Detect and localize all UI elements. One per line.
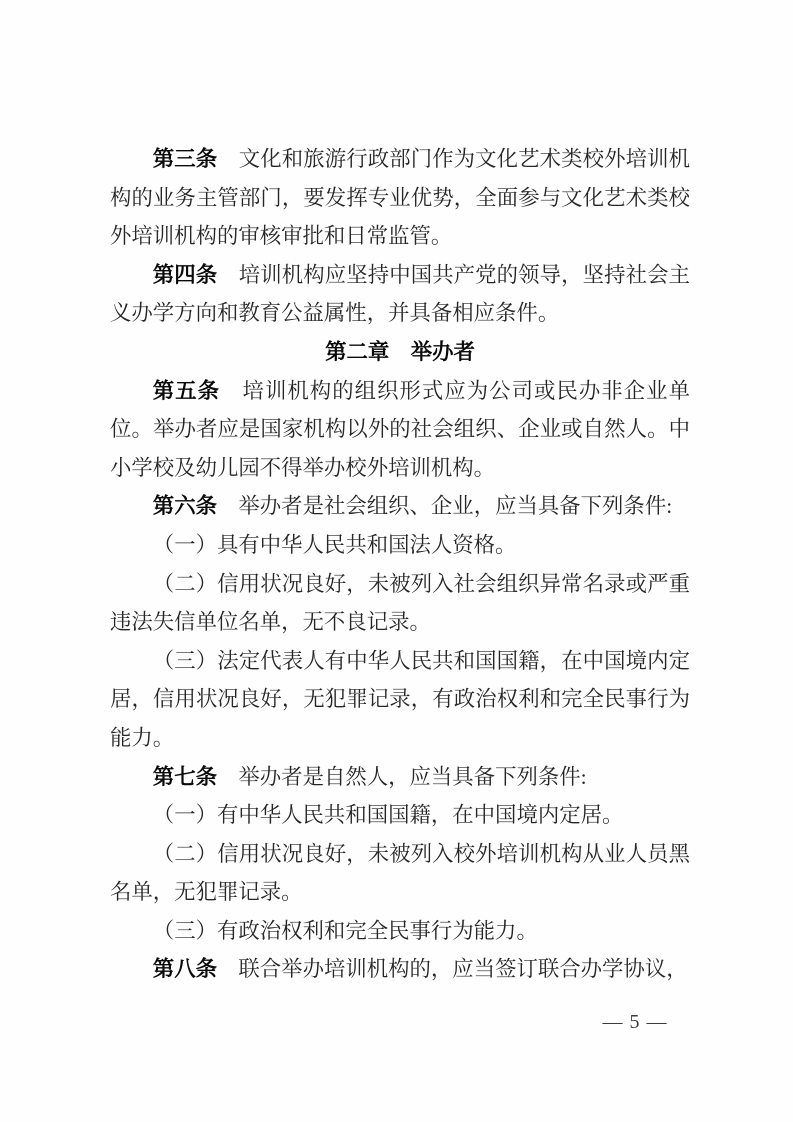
paragraph-text: （二）信用状况良好，未被列入社会组织异常名录或严重违法失信单位名单，无不良记录。 [110, 571, 690, 635]
article-number: 第七条 [152, 764, 217, 789]
article-paragraph [110, 950, 690, 989]
chapter-title: 举办者 [410, 339, 475, 364]
item-paragraph [110, 912, 690, 951]
paragraph-text: 举办者是自然人，应当具备下列条件: [238, 764, 587, 789]
paragraph-text: 举办者是社会组织、企业，应当具备下列条件: [238, 494, 673, 519]
article-paragraph [110, 758, 690, 797]
article-number: 第六条 [152, 494, 217, 519]
paragraph-text: （一）有中华人民共和国国籍，在中国境内定居。 [152, 803, 624, 828]
paragraph-text: 培训机构应坚持中国共产党的领导，坚持社会主义办学方向和教育公益属性，并具备相应条件。 [110, 262, 690, 326]
item-paragraph [110, 526, 690, 565]
article-paragraph [110, 256, 690, 333]
item-paragraph [110, 796, 690, 835]
article-paragraph [110, 372, 690, 488]
chapter-heading [110, 333, 690, 372]
paragraph-text: 文化和旅游行政部门作为文化艺术类校外培训机构的业务主管部门，要发挥专业优势，全面参与文化艺术类校外培训机构的审核审批和日常监管。 [110, 147, 690, 249]
page-number: — 5 — [602, 1011, 668, 1033]
paragraph-text: （三）有政治权利和完全民事行为能力。 [152, 918, 538, 943]
article-paragraph [110, 140, 690, 256]
item-paragraph [110, 565, 690, 642]
article-paragraph [110, 487, 690, 526]
article-number: 第四条 [152, 262, 218, 287]
item-paragraph [110, 835, 690, 912]
article-number: 第三条 [152, 147, 218, 171]
item-paragraph [110, 642, 690, 758]
paragraph-text: 联合举办培训机构的，应当签订联合办学协议， [238, 957, 688, 982]
article-number: 第五条 [152, 378, 221, 403]
paragraph-text: （三）法定代表人有中华人民共和国国籍，在中国境内定居，信用状况良好，无犯罪记录，有政治权利和完全民事行为能力。 [110, 648, 690, 750]
paragraph-text: 培训机构的组织形式应为公司或民办非企业单位。举办者应是国家机构以外的社会组织、企业或自然人。中小学校及幼儿园不得举办校外培训机构。 [110, 378, 690, 480]
paragraph-text: （二）信用状况良好，未被列入校外培训机构从业人员黑名单，无犯罪记录。 [110, 841, 690, 905]
article-number: 第八条 [152, 957, 217, 982]
paragraph-text: （一）具有中华人民共和国法人资格。 [152, 532, 517, 557]
document-body [110, 140, 690, 989]
chapter-number: 第二章 [325, 339, 390, 364]
